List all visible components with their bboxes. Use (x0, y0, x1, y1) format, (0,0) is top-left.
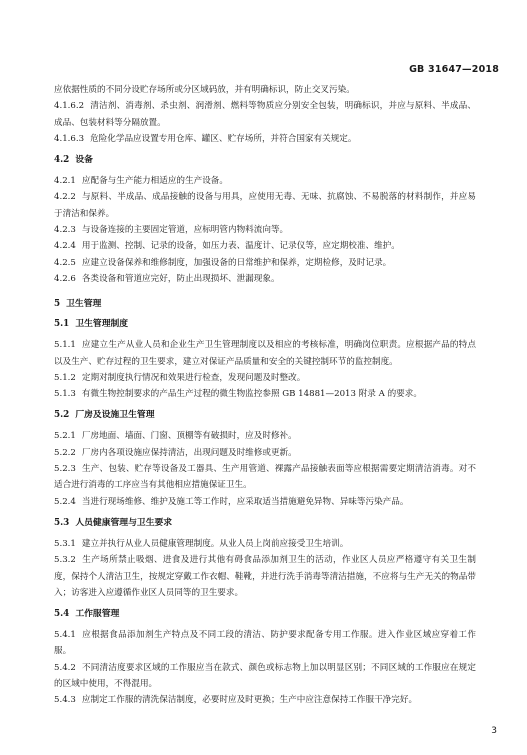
paragraph-4-2-6: 4.2.6 各类设备和管道应完好，防止出现损坏、泄漏现象。 (54, 273, 280, 284)
heading-4-2: 4.2 设备 (54, 155, 93, 166)
paragraph-4-1-6-3: 4.1.6.3 危险化学品应设置专用仓库、罐区、贮存场所，并符合国家有关规定。 (54, 133, 357, 144)
standard-code: GB 31647—2018 (409, 64, 499, 75)
heading-5-1: 5.1 卫生管理制度 (54, 319, 129, 330)
page-number: 3 (491, 726, 497, 736)
paragraph-4-2-1: 4.2.1 应配备与生产能力相适应的生产设备。 (54, 176, 228, 187)
paragraph-5-1-1: 5.1.1 应建立生产从业人员和企业生产卫生管理制度以及相应的考核标准，明确岗位职责。应根据产品的特点以及生产、贮存过程的卫生要求，建立对保证产品质量和安全的关键控制环节的监控制度。 (54, 340, 476, 367)
paragraph-5-2-3: 5.2.3 生产、包装、贮存等设备及工器具、生产用管道、裸露产品接触表面等应根据需要定期清洁消毒。对不适合进行消毒的工序应当有其他相应措施保证卫生。 (54, 464, 476, 491)
paragraph-4-2-4: 4.2.4 用于监测、控制、记录的设备，如压力表、温度计、记录仪等，应定期校准、维护。 (54, 241, 400, 252)
heading-5: 5 卫生管理 (54, 299, 102, 310)
paragraph-4-1-6-1-cont: 应依据性质的不同分设贮存场所或分区域码放，并有明确标识，防止交叉污染。 (54, 85, 355, 95)
heading-5-2: 5.2 厂房及设施卫生管理 (54, 410, 155, 421)
paragraph-4-2-3: 4.2.3 与设备连接的主要固定管道，应标明管内物料流向等。 (54, 225, 289, 236)
paragraph-5-2-2: 5.2.2 厂房内各项设施应保持清洁，出现问题及时维修或更新。 (54, 447, 297, 458)
heading-5-4: 5.4 工作服管理 (54, 609, 120, 620)
paragraph-4-2-2: 4.2.2 与原料、半成品、成品接触的设备与用具，应使用无毒、无味、抗腐蚀、不易脱落的材料制作，并应易于清洁和保养。 (54, 192, 476, 219)
paragraph-4-1-6-2: 4.1.6.2 清洁剂、消毒剂、杀虫剂、润滑剂、燃料等物质应分别安全包装，明确标识，并应与原料、半成品、成品、包装材料等分隔放置。 (54, 101, 476, 128)
paragraph-5-3-2: 5.3.2 生产场所禁止吸烟、进食及进行其他有碍食品添加剂卫生的活动，作业区人员应严格遵守有关卫生制度，保持个人清洁卫生，按规定穿戴工作衣帽、鞋靴，并进行洗手消毒等清洁措施，不应将与生产无关的物品带入；访客进入应遵循作业区人员同等的卫生要求。 (54, 555, 476, 598)
paragraph-5-4-2: 5.4.2 不同清洁度要求区域的工作服应当在款式、颜色或标志物上加以明显区别；不同区域的工作服应在规定的区域中使用，不得混用。 (54, 662, 476, 690)
paragraph-5-3-1: 5.3.1 建立并执行从业人员健康管理制度。从业人员上岗前应接受卫生培训。 (54, 538, 349, 549)
paragraph-5-1-3: 5.1.3 有微生物控制要求的产品生产过程的微生物监控参照 GB 14881—2013 附录 A 的要求。 (54, 389, 422, 400)
paragraph-5-2-1: 5.2.1 厂房地面、墙面、门窗、顶棚等有破损时，应及时修补。 (54, 431, 297, 442)
paragraph-5-4-1: 5.4.1 应根据食品添加剂生产特点及不同工段的清洁、防护要求配备专用工作服。进入作业区域应穿着工作服。 (54, 630, 476, 657)
paragraph-5-2-4: 5.2.4 当进行现场维修、维护及施工等工作时，应采取适当措施避免异物、异味等污染产品。 (54, 496, 409, 507)
document-body (54, 82, 476, 709)
paragraph-5-1-2: 5.1.2 定期对制度执行情况和效果进行检查，发现问题及时整改。 (54, 372, 306, 383)
heading-5-3: 5.3 人员健康管理与卫生要求 (54, 517, 173, 528)
paragraph-4-2-5: 4.2.5 应建立设备保养和维修制度，加强设备的日常维护和保养，定期检修，及时记录。 (54, 257, 392, 268)
paragraph-5-4-3: 5.4.3 应制定工作服的清洗保洁制度，必要时应及时更换；生产中应注意保持工作服干净完好。 (54, 695, 418, 706)
